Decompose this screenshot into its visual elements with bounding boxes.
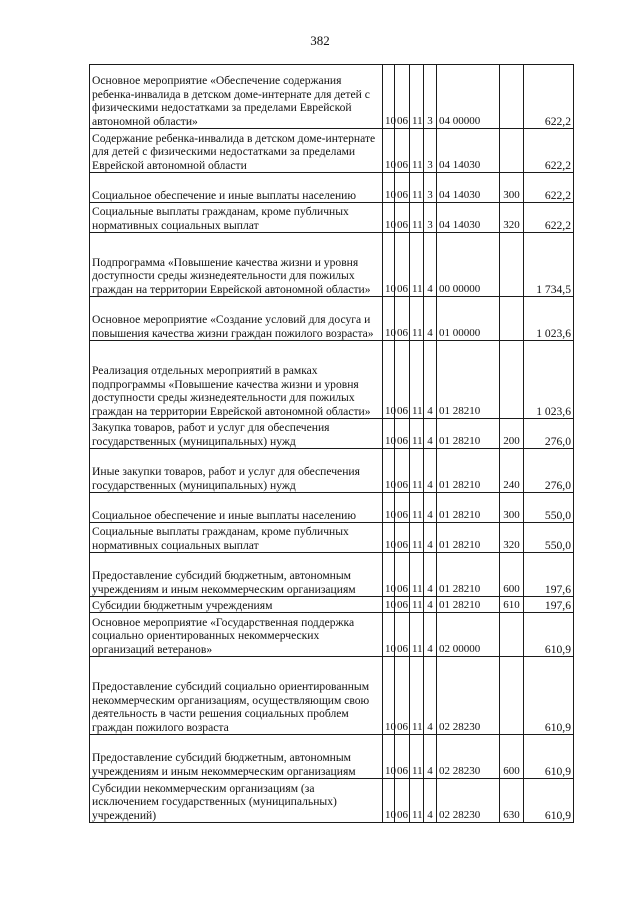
section-code: 06	[395, 449, 410, 493]
target-article-code: 00 00000	[437, 233, 500, 297]
ved-code: 10	[383, 297, 395, 341]
section-code: 06	[395, 657, 410, 735]
section-code: 06	[395, 493, 410, 523]
target-article-code: 01 00000	[437, 297, 500, 341]
ved-code: 10	[383, 419, 395, 449]
program-code: 3	[424, 129, 437, 173]
row-name: Подпрограмма «Повышение качества жизни и уровня доступности среды жизнедеятельности для пожилых граждан на территории Еврейской автономной области»	[90, 233, 383, 297]
row-name: Основное мероприятие «Обеспечение содержания ребенка-инвалида в детском доме-интернате для детей с физическими недостатками за пределами Еврейской автономной области»	[90, 65, 383, 129]
amount: 276,0	[524, 449, 574, 493]
expense-type-code	[500, 657, 524, 735]
ved-code: 10	[383, 779, 395, 823]
target-article-code: 01 28210	[437, 493, 500, 523]
subsection-code: 11	[410, 597, 424, 613]
program-code: 4	[424, 779, 437, 823]
amount: 1 023,6	[524, 341, 574, 419]
target-article-code: 01 28210	[437, 553, 500, 597]
section-code: 06	[395, 553, 410, 597]
target-article-code: 04 00000	[437, 65, 500, 129]
target-article-code: 04 14030	[437, 173, 500, 203]
table-row	[90, 613, 574, 657]
subsection-code: 11	[410, 419, 424, 449]
program-code: 4	[424, 419, 437, 449]
table-row	[90, 779, 574, 823]
target-article-code: 02 28230	[437, 779, 500, 823]
amount: 610,9	[524, 735, 574, 779]
amount: 622,2	[524, 203, 574, 233]
amount: 622,2	[524, 173, 574, 203]
expense-type-code: 200	[500, 419, 524, 449]
section-code: 06	[395, 203, 410, 233]
subsection-code: 11	[410, 779, 424, 823]
section-code: 06	[395, 613, 410, 657]
amount: 197,6	[524, 597, 574, 613]
row-name: Социальные выплаты гражданам, кроме публичных нормативных социальных выплат	[90, 523, 383, 553]
table-row	[90, 203, 574, 233]
expense-type-code: 630	[500, 779, 524, 823]
subsection-code: 11	[410, 657, 424, 735]
subsection-code: 11	[410, 613, 424, 657]
table-row	[90, 65, 574, 129]
table-row	[90, 419, 574, 449]
amount: 610,9	[524, 613, 574, 657]
target-article-code: 01 28210	[437, 341, 500, 419]
subsection-code: 11	[410, 129, 424, 173]
ved-code: 10	[383, 65, 395, 129]
section-code: 06	[395, 779, 410, 823]
target-article-code: 01 28210	[437, 419, 500, 449]
section-code: 06	[395, 129, 410, 173]
program-code: 4	[424, 523, 437, 553]
page-number: 382	[310, 33, 330, 48]
program-code: 4	[424, 735, 437, 779]
table-row	[90, 657, 574, 735]
row-name: Предоставление субсидий бюджетным, автономным учреждениям и иным некоммерческим организациям	[90, 553, 383, 597]
amount: 610,9	[524, 779, 574, 823]
ved-code: 10	[383, 173, 395, 203]
ved-code: 10	[383, 233, 395, 297]
ved-code: 10	[383, 341, 395, 419]
program-code: 3	[424, 203, 437, 233]
amount: 1 734,5	[524, 233, 574, 297]
section-code: 06	[395, 173, 410, 203]
row-name: Иные закупки товаров, работ и услуг для обеспечения государственных (муниципальных) нужд	[90, 449, 383, 493]
expense-type-code	[500, 233, 524, 297]
row-name: Субсидии некоммерческим организациям (за исключением государственных (муниципальных) учреждений)	[90, 779, 383, 823]
row-name: Субсидии бюджетным учреждениям	[90, 597, 383, 613]
ved-code: 10	[383, 613, 395, 657]
row-name: Предоставление субсидий бюджетным, автономным учреждениям и иным некоммерческим организациям	[90, 735, 383, 779]
amount: 550,0	[524, 493, 574, 523]
target-article-code: 02 28230	[437, 735, 500, 779]
table-row	[90, 597, 574, 613]
row-name: Основное мероприятие «Создание условий для досуга и повышения качества жизни граждан пожилого возраста»	[90, 297, 383, 341]
expense-type-code: 300	[500, 173, 524, 203]
amount: 550,0	[524, 523, 574, 553]
section-code: 06	[395, 419, 410, 449]
table-row	[90, 523, 574, 553]
ved-code: 10	[383, 523, 395, 553]
subsection-code: 11	[410, 233, 424, 297]
expense-type-code: 600	[500, 735, 524, 779]
program-code: 4	[424, 613, 437, 657]
expense-type-code: 320	[500, 523, 524, 553]
budget-table-body	[90, 65, 574, 823]
expense-type-code: 600	[500, 553, 524, 597]
expense-type-code	[500, 65, 524, 129]
amount: 622,2	[524, 129, 574, 173]
ved-code: 10	[383, 553, 395, 597]
amount: 276,0	[524, 419, 574, 449]
expense-type-code: 320	[500, 203, 524, 233]
ved-code: 10	[383, 203, 395, 233]
program-code: 4	[424, 297, 437, 341]
table-row	[90, 233, 574, 297]
ved-code: 10	[383, 657, 395, 735]
target-article-code: 02 28230	[437, 657, 500, 735]
amount: 197,6	[524, 553, 574, 597]
target-article-code: 02 00000	[437, 613, 500, 657]
program-code: 3	[424, 65, 437, 129]
program-code: 3	[424, 173, 437, 203]
row-name: Содержание ребенка-инвалида в детском доме-интернате для детей с физическими недостатками за пределами Еврейской автономной области	[90, 129, 383, 173]
target-article-code: 01 28210	[437, 597, 500, 613]
target-article-code: 01 28210	[437, 449, 500, 493]
expense-type-code	[500, 613, 524, 657]
amount: 622,2	[524, 65, 574, 129]
table-row	[90, 129, 574, 173]
program-code: 4	[424, 449, 437, 493]
subsection-code: 11	[410, 173, 424, 203]
expense-type-code: 610	[500, 597, 524, 613]
table-row	[90, 493, 574, 523]
target-article-code: 04 14030	[437, 129, 500, 173]
budget-table	[89, 64, 574, 823]
section-code: 06	[395, 65, 410, 129]
subsection-code: 11	[410, 297, 424, 341]
table-row	[90, 341, 574, 419]
row-name: Реализация отдельных мероприятий в рамках подпрограммы «Повышение качества жизни и уровня доступности среды жизнедеятельности для пожилых граждан на территории Еврейской автономной области»	[90, 341, 383, 419]
subsection-code: 11	[410, 553, 424, 597]
program-code: 4	[424, 493, 437, 523]
subsection-code: 11	[410, 449, 424, 493]
subsection-code: 11	[410, 523, 424, 553]
target-article-code: 04 14030	[437, 203, 500, 233]
ved-code: 10	[383, 129, 395, 173]
program-code: 4	[424, 597, 437, 613]
row-name: Социальные выплаты гражданам, кроме публичных нормативных социальных выплат	[90, 203, 383, 233]
row-name: Закупка товаров, работ и услуг для обеспечения государственных (муниципальных) нужд	[90, 419, 383, 449]
table-row	[90, 173, 574, 203]
row-name: Социальное обеспечение и иные выплаты населению	[90, 173, 383, 203]
subsection-code: 11	[410, 65, 424, 129]
row-name: Социальное обеспечение и иные выплаты населению	[90, 493, 383, 523]
table-row	[90, 449, 574, 493]
program-code: 4	[424, 233, 437, 297]
expense-type-code	[500, 341, 524, 419]
table-row	[90, 735, 574, 779]
expense-type-code: 240	[500, 449, 524, 493]
target-article-code: 01 28210	[437, 523, 500, 553]
section-code: 06	[395, 297, 410, 341]
expense-type-code	[500, 297, 524, 341]
expense-type-code	[500, 129, 524, 173]
table-row	[90, 553, 574, 597]
amount: 610,9	[524, 657, 574, 735]
ved-code: 10	[383, 735, 395, 779]
row-name: Предоставление субсидий социально ориентированным некоммерческим организациям, осуществляющим свою деятельность в части решения социальных проблем граждан пожилого возраста	[90, 657, 383, 735]
ved-code: 10	[383, 449, 395, 493]
section-code: 06	[395, 735, 410, 779]
section-code: 06	[395, 341, 410, 419]
section-code: 06	[395, 523, 410, 553]
program-code: 4	[424, 553, 437, 597]
ved-code: 10	[383, 597, 395, 613]
subsection-code: 11	[410, 341, 424, 419]
expense-type-code: 300	[500, 493, 524, 523]
program-code: 4	[424, 657, 437, 735]
section-code: 06	[395, 233, 410, 297]
program-code: 4	[424, 341, 437, 419]
row-name: Основное мероприятие «Государственная поддержка социально ориентированных некоммерческих организаций ветеранов»	[90, 613, 383, 657]
table-row	[90, 297, 574, 341]
ved-code: 10	[383, 493, 395, 523]
subsection-code: 11	[410, 493, 424, 523]
section-code: 06	[395, 597, 410, 613]
subsection-code: 11	[410, 203, 424, 233]
subsection-code: 11	[410, 735, 424, 779]
amount: 1 023,6	[524, 297, 574, 341]
